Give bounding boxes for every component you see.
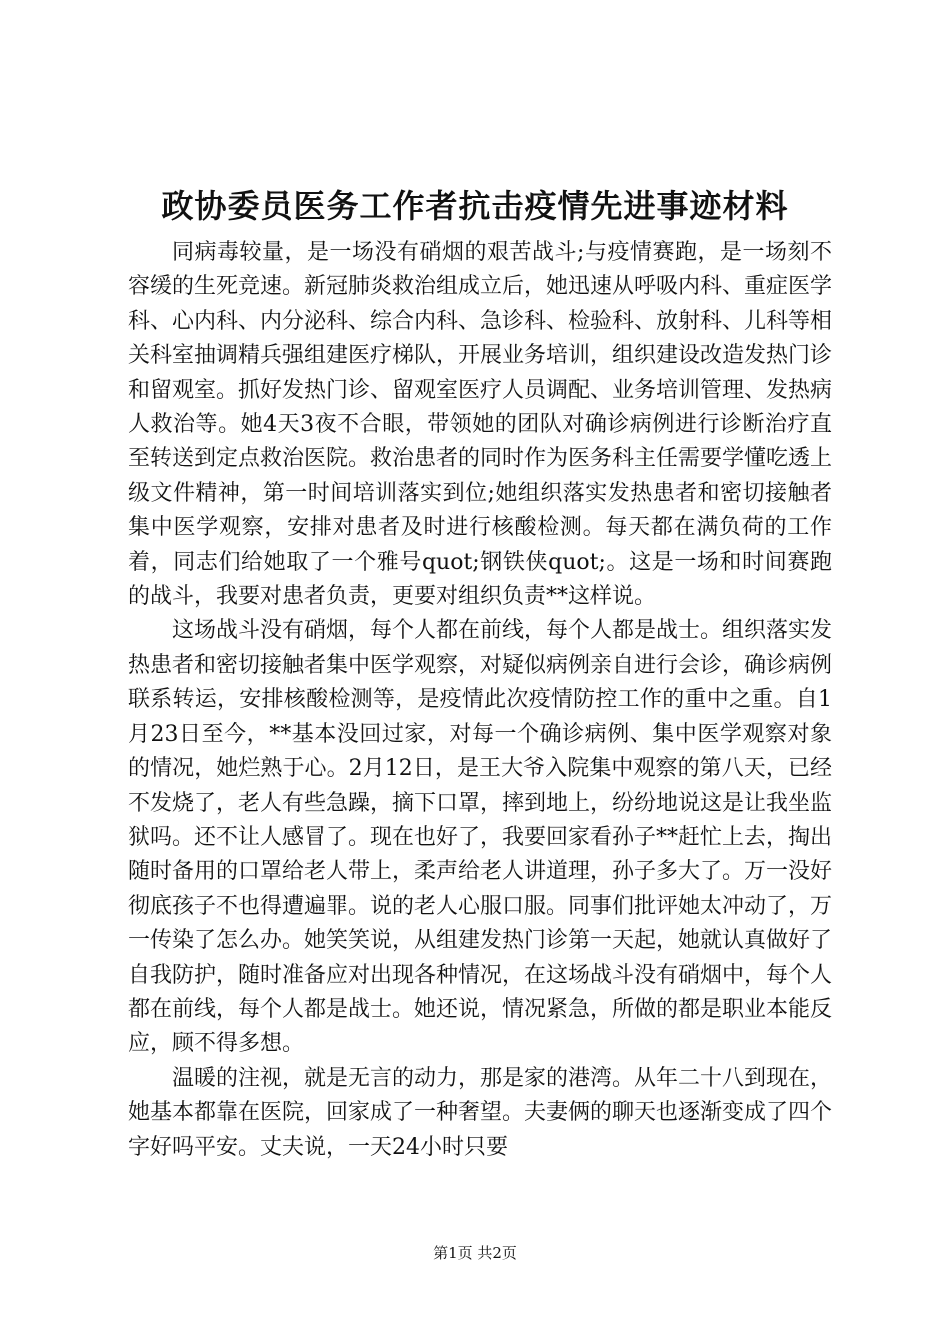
document-body [128,236,832,1165]
page-number: 第1页 共2页 [433,1244,517,1262]
page-footer [0,1242,950,1264]
paragraph-2: 这场战斗没有硝烟，每个人都在前线，每个人都是战士。组织落实发热患者和密切接触者集中医学观察，对疑似病例亲自进行会诊，确诊病例联系转运，安排核酸检测等，是疫情此次疫情防控工作的重中之重。自1月23日至今，**基本没回过家，对每一个确诊病例、集中医学观察对象的情况，她烂熟于心。2月12日，是王大爷入院集中观察的第八天，已经不发烧了，老人有些急躁，摘下口罩，摔到地上，纷纷地说这是让我坐监狱吗。还不让人感冒了。现在也好了，我要回家看孙子**赶忙上去，掏出随时备用的口罩给老人带上，柔声给老人讲道理，孙子多大了。万一没好彻底孩子不也得遭遍罪。说的老人心服口服。同事们批评她太冲动了，万一传染了怎么办。她笑笑说，从组建发热门诊第一天起，她就认真做好了自我防护，随时准备应对出现各种情况，在这场战斗没有硝烟中，每个人都在前线，每个人都是战士。她还说，情况紧急，所做的都是职业本能反应，顾不得多想。 [128,618,833,1057]
document-title: 政协委员医务工作者抗击疫情先进事迹材料 [161,187,789,225]
paragraph-1: 同病毒较量，是一场没有硝烟的艰苦战斗;与疫情赛跑，是一场刻不容缓的生死竞速。新冠肺炎救治组成立后，她迅速从呼吸内科、重症医学科、心内科、内分泌科、综合内科、急诊科、检验科、放射科、儿科等相关科室抽调精兵强组建医疗梯队，开展业务培训，组织建设改造发热门诊和留观室。抓好发热门诊、留观室医疗人员调配、业务培训管理、发热病人救治等。她4天3夜不合眼，带领她的团队对确诊病例进行诊断治疗直至转送到定点救治医院。救治患者的同时作为医务科主任需要学懂吃透上级文件精神，第一时间培训落实到位;她组织落实发热患者和密切接触者集中医学观察，安排对患者及时进行核酸检测。每天都在满负荷的工作着，同志们给她取了一个雅号quot;钢铁侠quot;。这是一场和时间赛跑的战斗，我要对患者负责，更要对组织负责**这样说。 [128,240,833,610]
paragraph-3: 温暖的注视，就是无言的动力，那是家的港湾。从年二十八到现在，她基本都靠在医院，回家成了一种奢望。夫妻俩的聊天也逐渐变成了四个字好吗平安。丈夫说，一天24小时只要 [128,1065,833,1160]
